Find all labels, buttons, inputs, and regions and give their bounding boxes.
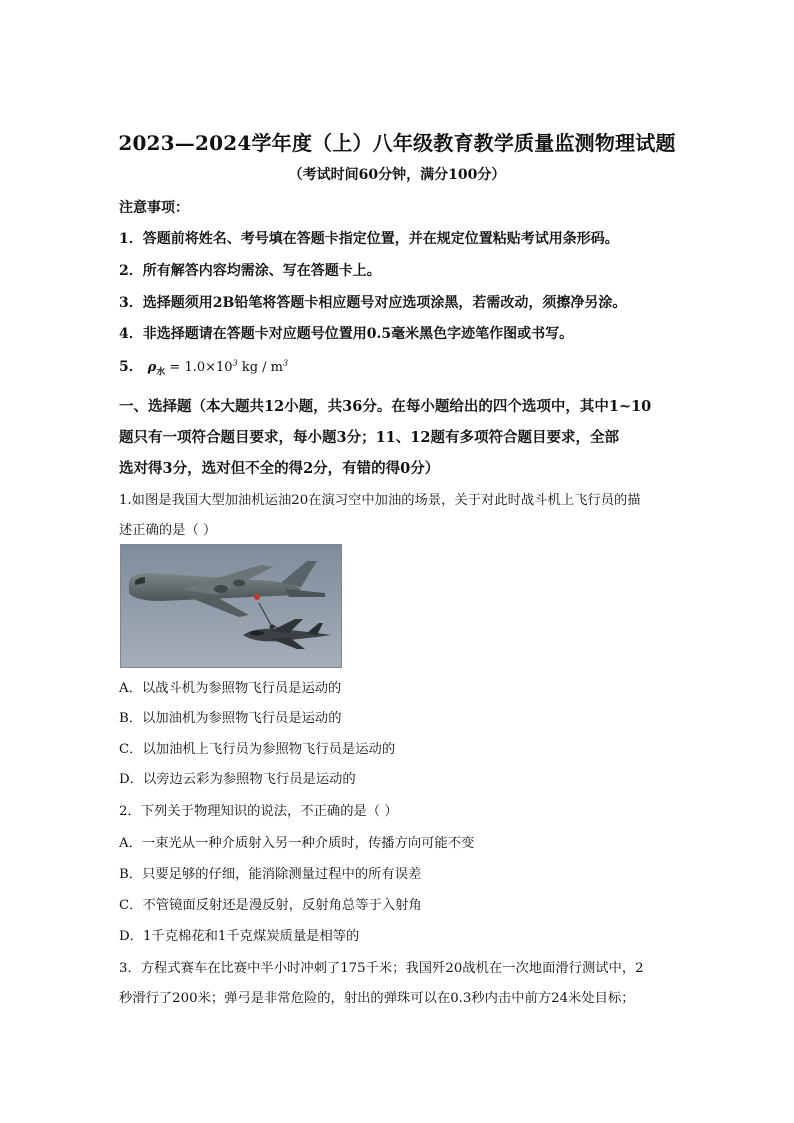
question-1-stem: 述正确的是（ ） xyxy=(119,523,217,538)
notes-heading: 注意事项： xyxy=(119,200,189,216)
question-2-stem: 2．下列关于物理知识的说法，不正确的是（ ） xyxy=(119,804,398,819)
question-2-option: D．1千克棉花和1千克煤炭质量是相等的 xyxy=(119,929,360,944)
density-value: = 1.0×10 xyxy=(165,360,233,375)
note-item-density xyxy=(119,356,679,378)
note-item: 1．答题前将姓名、考号填在答题卡指定位置，并在规定位置粘贴考试用条形码。 xyxy=(119,231,619,247)
question-1-option: C．以加油机上飞行员为参照物飞行员是运动的 xyxy=(119,742,396,757)
question-3-stem: 秒滑行了200米；弹弓是非常危险的，射出的弹珠可以在0.3秒内击中前方24米处目标； xyxy=(119,991,635,1006)
water-density-formula xyxy=(147,358,289,378)
question-2-option: A．一束光从一种介质射入另一种介质时，传播方向可能不变 xyxy=(119,836,475,851)
aerial-refueling-photo xyxy=(120,544,342,668)
rho-subscript: 水 xyxy=(156,367,166,378)
question-2-option: B．只要足够的仔细，能消除测量过程中的所有误差 xyxy=(119,867,422,882)
section-heading-line: 一、选择题（本大题共12小题，共36分。在每小题给出的四个选项中，其中1~10 xyxy=(119,398,652,415)
page-title: 2023—2024学年度（上）八年级教育教学质量监测物理试题 xyxy=(118,131,676,155)
note-item: 4．非选择题请在答题卡对应题号位置用0.5毫米黑色字迹笔作图或书写。 xyxy=(119,326,574,342)
question-3-stem: 3．方程式赛车在比赛中半小时冲刺了175千米；我国歼20战机在一次地面滑行测试中，2 xyxy=(119,961,644,976)
question-2-option: C．不管镜面反射还是漫反射，反射角总等于入射角 xyxy=(119,898,422,913)
rho-symbol: ρ xyxy=(147,360,157,375)
question-1-option: D．以旁边云彩为参照物飞行员是运动的 xyxy=(119,772,356,787)
note-item: 2．所有解答内容均需涂、写在答题卡上。 xyxy=(119,263,381,279)
section-heading-line: 选对得3分，选对但不全的得2分，有错的得0分） xyxy=(119,460,440,477)
density-unit-exponent: 3 xyxy=(282,358,289,368)
question-1-option: B．以加油机为参照物飞行员是运动的 xyxy=(119,711,342,726)
section-heading-line: 题只有一项符合题目要求，每小题3分；11、12题有多项符合题目要求，全部 xyxy=(119,429,619,446)
note-item: 3．选择题须用2B铅笔将答题卡相应题号对应选项涂黑，若需改动，须擦净另涂。 xyxy=(119,295,627,311)
density-exponent: 3 xyxy=(232,358,238,368)
exam-duration-subtitle: （考试时间60分钟，满分100分） xyxy=(288,167,506,183)
question-1-option: A．以战斗机为参照物飞行员是运动的 xyxy=(119,681,342,696)
note-item-5-prefix: 5． xyxy=(119,359,143,375)
question-1-stem: 1.如图是我国大型加油机运油20在演习空中加油的场景，关于对此时战斗机上飞行员的描 xyxy=(119,493,641,508)
aerial-refueling-illustration xyxy=(121,545,341,667)
density-unit: kg / m xyxy=(241,360,283,375)
